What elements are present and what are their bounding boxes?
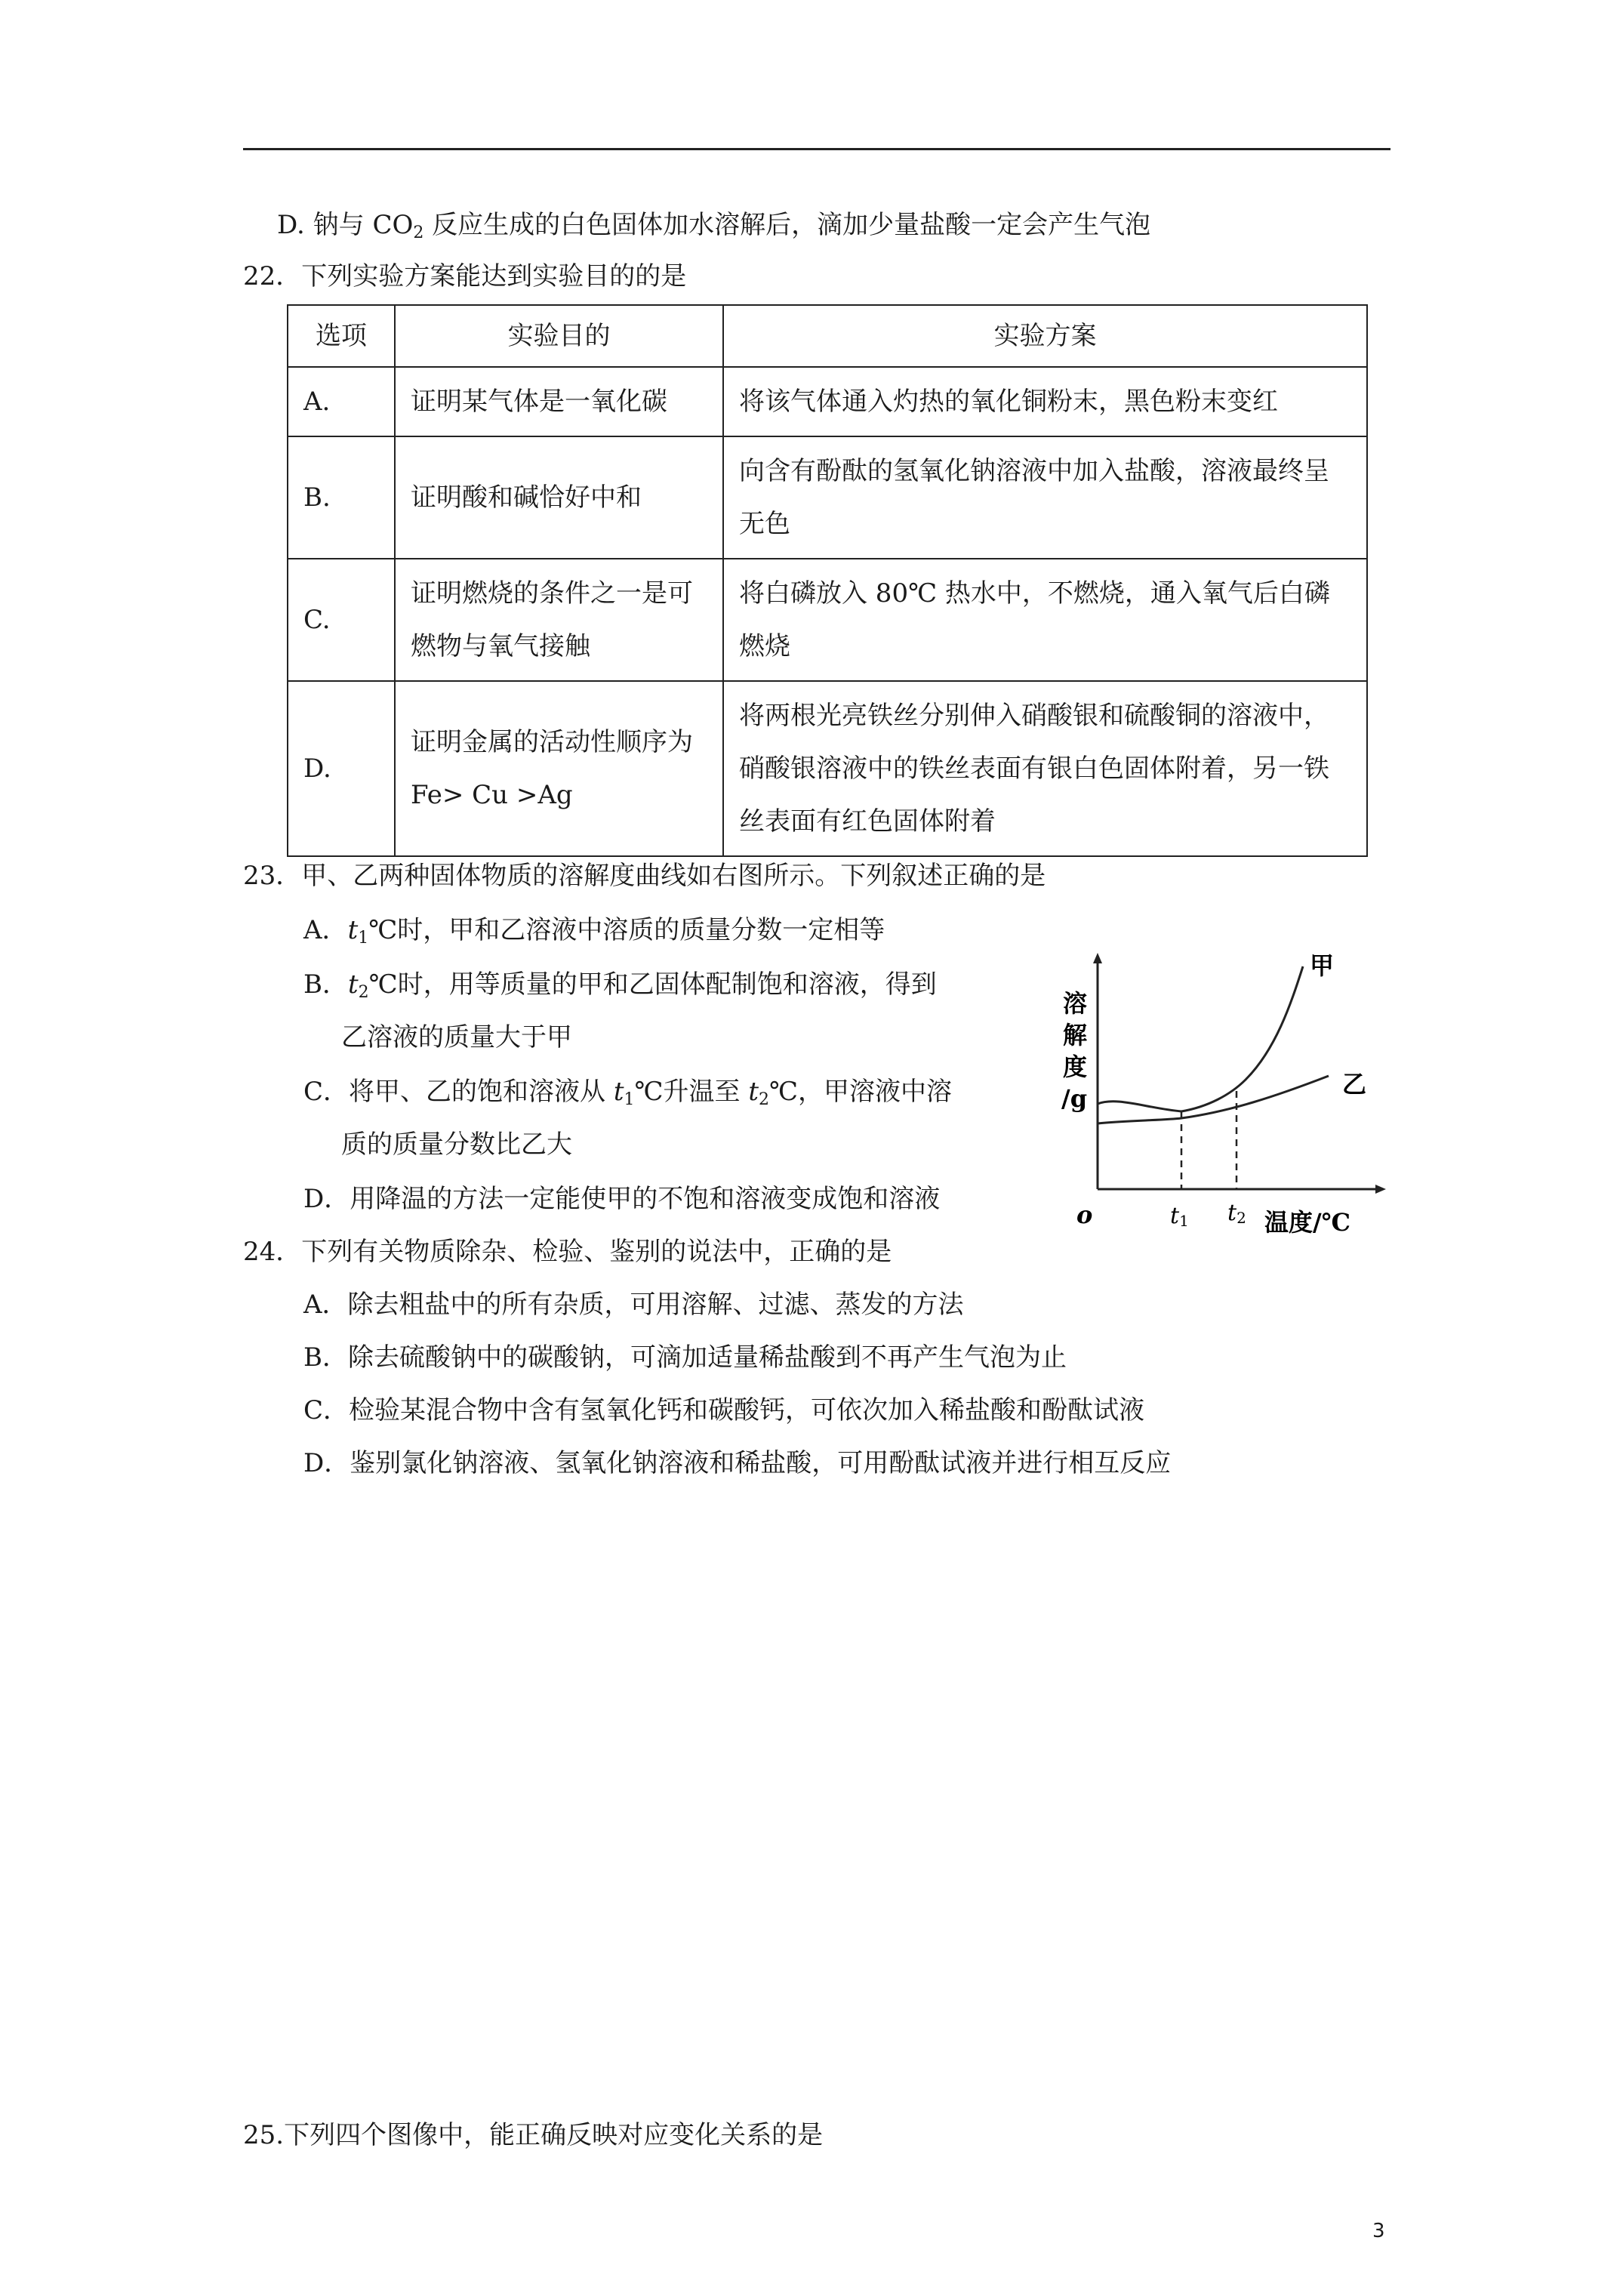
row-option: B.: [288, 436, 395, 559]
q21-d-text-pre: D. 钠与 CO: [277, 210, 414, 240]
series-jia-curve: [1098, 966, 1303, 1111]
q24-option-d: D．鉴别氯化钠溶液、氢氧化钠溶液和稀盐酸，可用酚酞试液并进行相互反应: [303, 1448, 1172, 1478]
q25-stem: 25.下列四个图像中，能正确反映对应变化关系的是: [243, 2120, 824, 2150]
series-yi-curve: [1098, 1076, 1329, 1123]
row-purpose: 证明燃烧的条件之一是可燃物与氧气接触: [395, 559, 723, 681]
tick-label-t2: t2: [1227, 1200, 1246, 1227]
q23-b-text: ℃时，用等质量的甲和乙固体配制饱和溶液，得到: [368, 969, 937, 1000]
ylabel-char-3: 度: [1063, 1052, 1088, 1081]
table-header-row: [288, 305, 1367, 367]
ylabel-char-2: 解: [1063, 1021, 1088, 1049]
q23-c-label: C．将甲、乙的饱和溶液从: [303, 1077, 614, 1107]
q23-option-c-line2: 质的质量分数比乙大: [341, 1130, 572, 1160]
series-label-yi: 乙: [1342, 1070, 1367, 1099]
xlabel: 温度/℃: [1264, 1208, 1351, 1237]
tick-label-t1-subscript: 1: [1179, 1212, 1189, 1230]
q23-a-sub: 1: [358, 929, 369, 948]
q23-b-var: t: [348, 969, 359, 1000]
q23-stem: 23．甲、乙两种固体物质的溶解度曲线如右图所示。下列叙述正确的是: [243, 861, 1046, 891]
q23-b-label: B．: [303, 969, 348, 1000]
origin-label: o: [1076, 1200, 1093, 1229]
q22-table: [287, 304, 1368, 857]
q23-c-var2: t: [748, 1077, 759, 1107]
page-number: 3: [1372, 2220, 1385, 2242]
series-label-jia: 甲: [1310, 951, 1335, 980]
q23-option-b: [303, 968, 937, 1009]
solubility-chart: [1049, 936, 1404, 1246]
q23-b-sub: 2: [358, 983, 369, 1002]
q23-option-b-line2: 乙溶液的质量大于甲: [341, 1022, 572, 1052]
row-option: A.: [288, 367, 395, 436]
row-option: C.: [288, 559, 395, 681]
q23-c-sub2: 2: [759, 1090, 770, 1109]
q23-c-mid: ℃升温至: [634, 1077, 749, 1107]
tick-label-t2-subscript: 2: [1236, 1209, 1246, 1227]
q23-option-c: [303, 1075, 952, 1117]
row-purpose: 证明酸和碱恰好中和: [395, 436, 723, 559]
q23-c-text: ℃，甲溶液中溶: [769, 1077, 953, 1107]
q24-option-c: C．检验某混合物中含有氢氧化钙和碳酸钙，可依次加入稀盐酸和酚酞试液: [303, 1395, 1145, 1425]
q21-d-subscript: 2: [413, 223, 424, 242]
table-row: [288, 681, 1367, 856]
row-plan: 将该气体通入灼热的氧化铜粉末，黑色粉末变红: [723, 367, 1367, 436]
q23-option-d: D．用降温的方法一定能使甲的不饱和溶液变成饱和溶液: [303, 1184, 941, 1214]
tick-label-t1: t1: [1170, 1203, 1189, 1230]
header-option: 选项: [288, 305, 395, 367]
table-row: [288, 436, 1367, 559]
header-purpose: 实验目的: [395, 305, 723, 367]
header-rule: [243, 148, 1390, 150]
q21-option-d: [277, 208, 1150, 250]
q23-option-a: [303, 914, 885, 955]
row-purpose: 证明某气体是一氧化碳: [395, 367, 723, 436]
q23-a-var: t: [347, 915, 359, 945]
row-plan: 向含有酚酞的氢氧化钠溶液中加入盐酸，溶液最终呈无色: [723, 436, 1367, 559]
row-option: D.: [288, 681, 395, 856]
table-row: [288, 559, 1367, 681]
q24-option-b: B．除去硫酸钠中的碳酸钠，可滴加适量稀盐酸到不再产生气泡为止: [303, 1342, 1067, 1373]
q24-option-a: A．除去粗盐中的所有杂质，可用溶解、过滤、蒸发的方法: [303, 1290, 964, 1320]
table-row: [288, 367, 1367, 436]
q23-c-sub1: 1: [624, 1090, 635, 1109]
q21-d-text-post: 反应生成的白色固体加水溶解后，滴加少量盐酸一定会产生气泡: [423, 210, 1151, 240]
row-plan: 将白磷放入 80℃ 热水中，不燃烧，通入氧气后白磷燃烧: [723, 559, 1367, 681]
ylabel-char-1: 溶: [1063, 989, 1088, 1018]
q23-c-var1: t: [613, 1077, 624, 1107]
q23-a-label: A．: [303, 915, 348, 945]
ylabel-char-4: /g: [1061, 1084, 1088, 1113]
row-purpose: 证明金属的活动性顺序为Fe> Cu >Ag: [395, 681, 723, 856]
header-plan: 实验方案: [723, 305, 1367, 367]
q22-stem: 22．下列实验方案能达到实验目的的是: [243, 261, 687, 291]
q24-stem: 24．下列有关物质除杂、检验、鉴别的说法中，正确的是: [243, 1237, 892, 1267]
row-plan: 将两根光亮铁丝分别伸入硝酸银和硫酸铜的溶液中，硝酸银溶液中的铁丝表面有银白色固体附着，另一铁丝表面有红色固体附着: [723, 681, 1367, 856]
q23-a-text: ℃时，甲和乙溶液中溶质的质量分数一定相等: [368, 915, 885, 945]
